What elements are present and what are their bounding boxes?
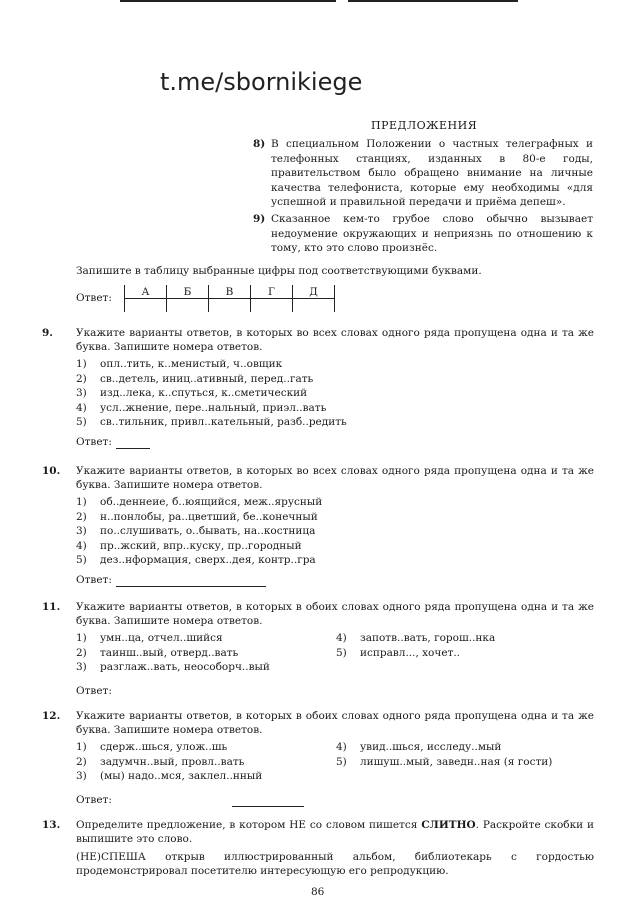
example-sentence: (НЕ)СПЕША открыв иллюстрированный альбом, библиотекарь с гордостью продемонстрировал посетителю интересующую его репродукцию. [76, 851, 594, 877]
options-grid [76, 740, 594, 784]
option: 5) дез..нформация, сверх..дея, контр..гра [76, 554, 316, 566]
letter-g: Г [251, 285, 293, 299]
keyword: СЛИТНО [421, 819, 476, 831]
option: 3) (мы) надо..мся, заклел..нный [76, 770, 263, 782]
letter-d: Д [293, 285, 335, 299]
answer-row [76, 435, 594, 449]
answer-field[interactable] [232, 795, 304, 807]
answer-field[interactable] [116, 437, 150, 449]
option: 4) запотв..вать, горош..нка [336, 632, 496, 644]
option: 3) изд..лека, к..спуться, к..сметический [76, 387, 308, 399]
task-12 [42, 709, 594, 807]
task-number: 13. [42, 819, 61, 831]
watermark: t.me/sbornikiege [160, 68, 363, 96]
option: 5) исправл..., хочет.. [336, 646, 461, 659]
option: 5) лишуш..мый, заведн..ная (я гости) [336, 755, 553, 768]
option: 2) таинш..вый, отверд..вать [76, 646, 239, 659]
header-rule-right [348, 0, 518, 2]
answer-label: Ответ: [76, 684, 112, 697]
task-10 [42, 464, 594, 587]
option: 2) св..детель, иниц..ативный, перед..гать [76, 372, 314, 385]
option: 3) по..слушивать, о..бывать, на..костница [76, 525, 316, 537]
option: 1) умн..ца, отчел..шийся [76, 632, 223, 644]
option: 4) увид..шься, исследу..мый [336, 741, 502, 753]
answer-cell[interactable] [209, 299, 251, 313]
task-number: 12. [42, 710, 61, 722]
task-13 [42, 818, 594, 878]
letter-b: Б [167, 285, 209, 299]
task-prompt: Укажите варианты ответов, в которых во всех словах одного ряда пропущена одна и та же буква. Запишите номера ответов. [76, 465, 594, 491]
option: 1) опл..тить, к..менистый, ч..овщик [76, 358, 283, 370]
sentence-text: В специальном Положении о частных телеграфных и телефонных станциях, изданных в 80-е годы, правительством было обращено внимание на личные качества телефониста, которые ему необходимы «для успешной и правильной передачи и приёма депеш». [271, 138, 593, 208]
task-prompt: Определите предложение, в котором НЕ со словом пишется СЛИТНО. Раскройте скобки и выпишите это слово. [76, 819, 595, 845]
task-prompt: Укажите варианты ответов, в которых в обоих словах одного ряда пропущена одна и та же буква. Запишите номера ответов. [76, 710, 594, 736]
table-instruction: Запишите в таблицу выбранные цифры под соответствующими буквами. [76, 265, 482, 277]
letter-v: В [209, 285, 251, 299]
answer-label: Ответ: [76, 435, 112, 448]
option: 2) н..понлобы, ра..цветший, бе..конечный [76, 510, 318, 523]
answer-field[interactable] [116, 575, 266, 587]
answer-label: Ответ: [76, 573, 112, 586]
answer-table-header [125, 285, 335, 299]
answer-table-cells[interactable] [125, 299, 335, 313]
letter-a: А [125, 285, 167, 299]
answer-cell[interactable] [251, 299, 293, 313]
task-prompt: Укажите варианты ответов, в которых во всех словах одного ряда пропущена одна и та же буква. Запишите номера ответов. [76, 327, 594, 353]
option: 4) усл..жнение, пере..нальный, приэл..вать [76, 401, 327, 414]
sentence-number: 9) [253, 213, 266, 225]
page-number: 86 [311, 886, 325, 898]
answer-label: Ответ: [76, 292, 112, 304]
sentence-9 [253, 212, 593, 256]
options-grid [76, 631, 594, 675]
task-number: 10. [42, 465, 61, 477]
answer-label: Ответ: [76, 793, 112, 806]
option: 4) пр..жский, впр..куску, пр..городный [76, 539, 302, 552]
header-rule-left [120, 0, 336, 2]
answer-row [76, 573, 594, 587]
task-prompt: Укажите варианты ответов, в которых в обоих словах одного ряда пропущена одна и та же буква. Запишите номера ответов. [76, 601, 594, 627]
options-list [76, 495, 594, 568]
sentence-number: 8) [253, 138, 266, 150]
answer-row [76, 684, 594, 698]
answer-cell[interactable] [293, 299, 335, 313]
option: 1) об..деннеие, б..юящийся, меж..ярусный [76, 496, 323, 508]
option: 5) св..тильник, привл..кательный, разб..редить [76, 416, 347, 428]
answer-row [76, 793, 594, 807]
options-list [76, 357, 594, 430]
task-11 [42, 600, 594, 698]
answer-table[interactable] [124, 285, 335, 312]
sentence-8 [253, 137, 593, 210]
task-number: 11. [42, 601, 61, 613]
answer-cell[interactable] [125, 299, 167, 313]
answer-field[interactable] [116, 687, 296, 698]
option: 1) сдерж..шься, улож..шь [76, 741, 228, 753]
option: 3) разглаж..вать, неособорч..вый [76, 661, 270, 673]
task-9 [42, 326, 594, 449]
section-header: ПРЕДЛОЖЕНИЯ [371, 119, 478, 132]
task-number: 9. [42, 327, 53, 339]
sentence-text: Сказанное кем-то грубое слово обычно вызывает недоумение окружающих и неприязнь по отношению к тому, кто это слово произнёс. [271, 213, 593, 254]
option: 2) задумчн..вый, провл..вать [76, 755, 245, 768]
answer-cell[interactable] [167, 299, 209, 313]
